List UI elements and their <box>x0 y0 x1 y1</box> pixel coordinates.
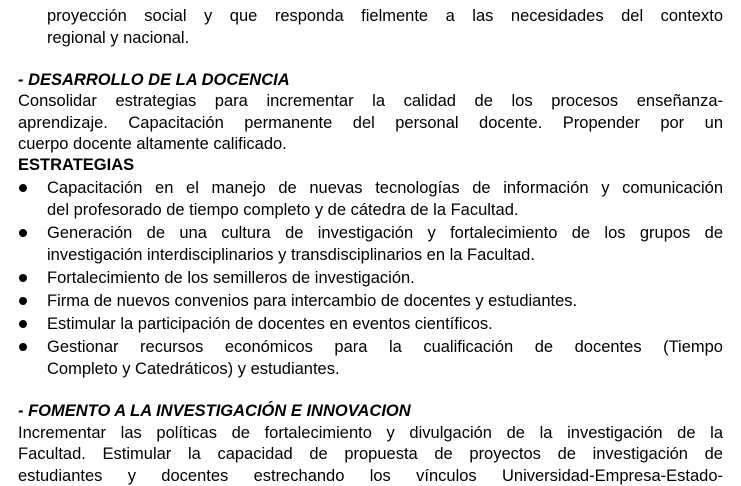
investigacion-line-3: estudiantes y docentes estrechando los vínculos Universidad-Empresa-Estado- <box>18 467 723 485</box>
bullet-icon <box>19 343 27 351</box>
estrategia-2-line-1: Generación de una cultura de investigación y fortalecimiento de los grupos de <box>47 224 723 242</box>
estrategia-4-line-1: Firma de nuevos convenios para intercambio de docentes y estudiantes. <box>47 292 578 310</box>
estrategia-1-line-2: del profesorado de tiempo completo y de cátedra de la Facultad. <box>47 201 519 219</box>
bullet-icon <box>19 320 27 328</box>
docencia-line-1: Consolidar estrategias para incrementar la calidad de los procesos enseñanza- <box>18 92 723 110</box>
investigacion-line-1: Incrementar las políticas de fortalecimiento y divulgación de la investigación de la <box>18 424 723 442</box>
estrategia-3-line-1: Fortalecimiento de los semilleros de investigación. <box>47 269 415 287</box>
estrategia-2-line-2: investigación interdisciplinarios y transdisciplinarios en la Facultad. <box>47 246 535 264</box>
estrategia-1-line-1: Capacitación en el manejo de nuevas tecnologías de información y comunicación <box>47 179 723 197</box>
intro-line-2: regional y nacional. <box>47 29 190 47</box>
estrategia-6-line-1: Gestionar recursos económicos para la cualificación de docentes (Tiempo <box>47 338 723 356</box>
docencia-line-2: aprendizaje. Capacitación permanente del personal docente. Propender por un <box>18 114 723 132</box>
bullet-icon <box>19 297 27 305</box>
estrategias-title: ESTRATEGIAS <box>18 156 135 174</box>
docencia-line-3: cuerpo docente altamente calificado. <box>18 135 287 153</box>
intro-line-1: proyección social y que responda fielmente a las necesidades del contexto <box>47 7 723 25</box>
estrategia-6-line-2: Completo y Catedráticos) y estudiantes. <box>47 360 340 378</box>
estrategia-5-line-1: Estimular la participación de docentes en eventos científicos. <box>47 315 493 333</box>
bullet-icon <box>19 229 27 237</box>
section-title-investigacion: - FOMENTO A LA INVESTIGACIÓN E INNOVACION <box>18 402 411 420</box>
section-title-docencia: - DESARROLLO DE LA DOCENCIA <box>18 71 290 89</box>
bullet-icon <box>19 184 27 192</box>
bullet-icon <box>19 274 27 282</box>
investigacion-line-2: Facultad. Estimular la capacidad de propuesta de proyectos de investigación de <box>18 445 723 463</box>
